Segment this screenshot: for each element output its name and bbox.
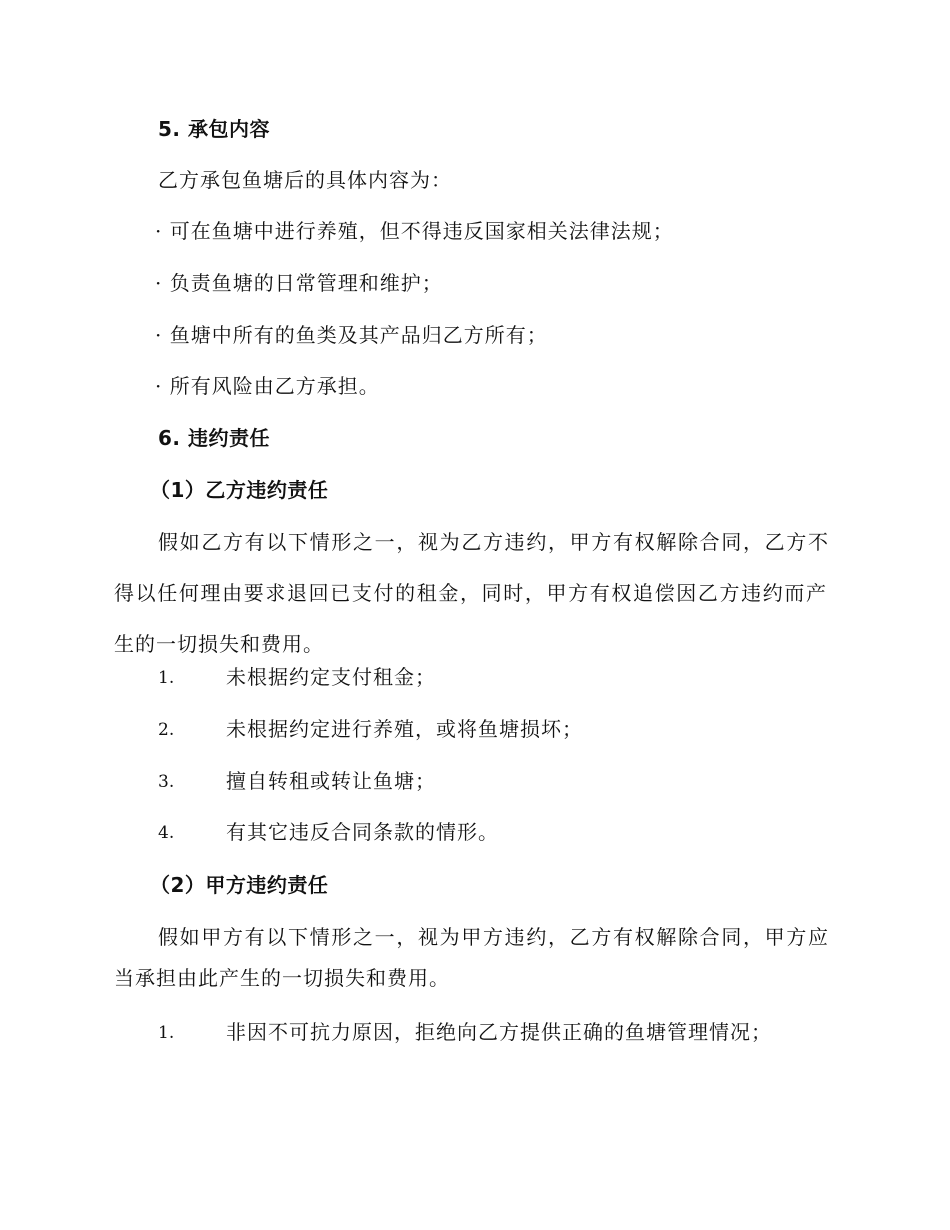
party-b-item-4-number: 4.	[158, 823, 175, 843]
party-a-item-1-text: 非因不可抗力原因，拒绝向乙方提供正确的鱼塘管理情况；	[226, 1020, 772, 1044]
party-b-item-1-number: 1.	[158, 668, 175, 688]
party-b-para-line-1: 假如乙方有以下情形之一，视为乙方违约，甲方有权解除合同，乙方不	[158, 530, 828, 554]
party-b-item-4-text: 有其它违反合同条款的情形。	[226, 820, 499, 844]
section-5-heading: 5. 承包内容	[158, 117, 270, 141]
party-b-para-line-3: 生的一切损失和费用。	[114, 632, 324, 656]
party-b-item-2-text: 未根据约定进行养殖，或将鱼塘损坏；	[226, 717, 583, 741]
section-5-bullet-4: · 所有风险由乙方承担。	[155, 374, 380, 398]
section-5-bullet-1: · 可在鱼塘中进行养殖，但不得违反国家相关法律法规；	[155, 219, 674, 243]
section-5-bullet-3: · 鱼塘中所有的鱼类及其产品归乙方所有；	[155, 323, 548, 347]
party-b-item-3-text: 擅自转租或转让鱼塘；	[226, 769, 436, 793]
party-a-item-1-number: 1.	[158, 1023, 175, 1043]
party-b-subheading: （1）乙方违约责任	[150, 478, 329, 502]
party-a-para-line-1: 假如甲方有以下情形之一，视为甲方违约，乙方有权解除合同，甲方应	[158, 925, 828, 949]
section-5-intro: 乙方承包鱼塘后的具体内容为：	[158, 168, 452, 192]
party-a-subheading: （2）甲方违约责任	[150, 873, 329, 897]
section-5-bullet-2: · 负责鱼塘的日常管理和维护；	[155, 271, 443, 295]
party-b-item-2-number: 2.	[158, 720, 175, 740]
party-a-para-line-2: 当承担由此产生的一切损失和费用。	[114, 966, 450, 990]
party-b-para-line-2: 得以任何理由要求退回已支付的租金，同时，甲方有权追偿因乙方违约而产	[114, 581, 826, 605]
section-6-heading: 6. 违约责任	[158, 426, 270, 450]
party-b-item-1-text: 未根据约定支付租金；	[226, 665, 436, 689]
party-b-item-3-number: 3.	[158, 772, 175, 792]
